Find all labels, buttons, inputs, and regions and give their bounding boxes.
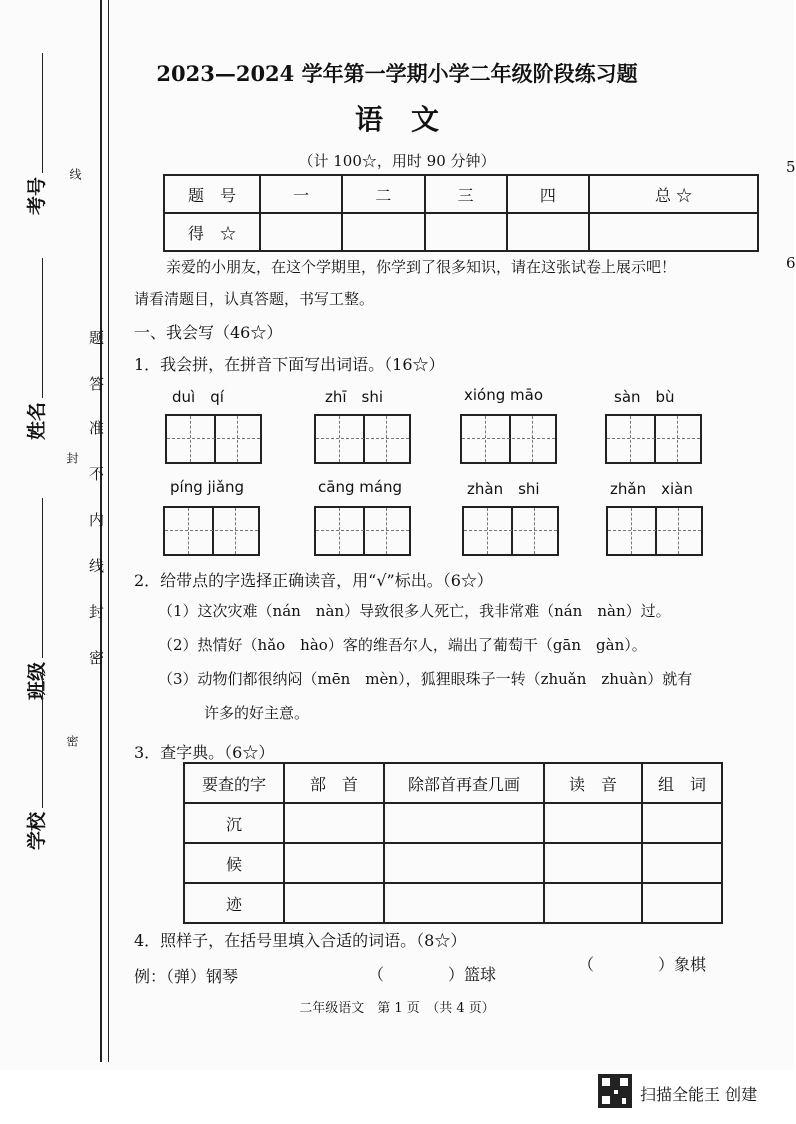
exam-number-field[interactable]: 考号 [22, 53, 49, 215]
dict-answer-cell[interactable] [284, 883, 384, 923]
score-table-header-row [164, 175, 758, 213]
question-1: 1．我会拼，在拼音下面写出词语。（16☆） [134, 355, 445, 374]
seal-text-5: 不 [87, 466, 105, 481]
dict-answer-cell[interactable] [544, 843, 642, 883]
score-header-cell: 二 [342, 175, 424, 213]
seal-text-7: 内 [87, 512, 105, 527]
pinyin-label: zhàn shi [467, 480, 540, 498]
dict-answer-cell[interactable] [384, 803, 544, 843]
score-table-score-row [164, 213, 758, 251]
q2-item-3[interactable]: （3）动物们都很纳闷（mēn mèn），狐狸眼珠子一转（zhuǎn zhuàn）就有 [158, 670, 693, 688]
q2-item-2[interactable]: （2）热情好（hǎo hào）客的维吾尔人，端出了葡萄干（gān gàn）。 [158, 636, 647, 654]
q2-item-3-continued: 许多的好主意。 [204, 704, 310, 722]
class-field[interactable]: 班级 [22, 498, 49, 700]
subject-title: 语文 [354, 103, 467, 136]
score-cell[interactable] [425, 213, 507, 251]
dict-header-cell: 要查的字 [184, 763, 284, 803]
seal-text-11: 密 [65, 735, 79, 747]
score-header-cell: 一 [260, 175, 342, 213]
seal-text-6: 封 [65, 452, 79, 464]
intro-line-2: 请看清题目，认真答题，书写工整。 [134, 290, 375, 308]
name-field[interactable]: 姓名 [22, 258, 49, 440]
q4-blank-1[interactable]: （ ）篮球 [368, 965, 497, 984]
seal-text-3: 答 [87, 376, 105, 391]
tianzige-box[interactable] [314, 414, 411, 464]
seal-text-9: 封 [87, 604, 105, 619]
dictionary-table [183, 762, 723, 924]
score-info: （计 100☆，用时 90 分钟） [298, 152, 496, 170]
dict-header-cell: 部 首 [284, 763, 384, 803]
dict-header-cell: 读 音 [544, 763, 642, 803]
score-cell[interactable] [260, 213, 342, 251]
dict-header-cell: 组 词 [642, 763, 722, 803]
tianzige-box[interactable] [163, 506, 260, 556]
dict-answer-cell[interactable] [642, 883, 722, 923]
question-2: 2．给带点的字选择正确读音，用“√”标出。（6☆） [134, 571, 493, 590]
seal-text-10: 密 [87, 650, 105, 665]
dict-char-cell: 迹 [184, 883, 284, 923]
score-header-cell: 总 ☆ [589, 175, 758, 213]
tianzige-box[interactable] [605, 414, 702, 464]
q4-example: 例：（弹）钢琴 [134, 967, 239, 986]
pinyin-label: sàn bù [614, 388, 675, 406]
seal-text-4: 准 [87, 420, 105, 435]
tianzige-box[interactable] [460, 414, 557, 464]
dict-answer-cell[interactable] [384, 883, 544, 923]
edge-mark-2: 6 [786, 254, 796, 272]
seal-text-8: 线 [87, 558, 105, 573]
edge-mark-1: 5 [786, 158, 796, 176]
score-row-label: 得 ☆ [164, 213, 260, 251]
pinyin-label: píng jiǎng [170, 478, 245, 496]
school-field[interactable]: 学校 [22, 668, 49, 850]
pinyin-label: xióng māo [464, 386, 543, 404]
dict-char-cell: 候 [184, 843, 284, 883]
qr-code-icon [598, 1074, 632, 1108]
dict-answer-cell[interactable] [284, 803, 384, 843]
dictionary-row [184, 843, 722, 883]
question-4: 4．照样子，在括号里填入合适的词语。（8☆） [134, 931, 467, 950]
page-footer: 二年级语文 第 1 页 （共 4 页） [299, 1001, 495, 1016]
score-cell[interactable] [342, 213, 424, 251]
dictionary-row [184, 883, 722, 923]
score-header-cell: 四 [507, 175, 589, 213]
tianzige-box[interactable] [165, 414, 262, 464]
dict-answer-cell[interactable] [544, 883, 642, 923]
intro-line-1: 亲爱的小朋友，在这个学期里，你学到了很多知识，请在这张试卷上展示吧！ [166, 258, 677, 276]
pinyin-label: duì qí [172, 388, 224, 406]
q2-item-1[interactable]: （1）这次灾难（nán nàn）导致很多人死亡，我非常难（nán nàn）过。 [158, 602, 671, 620]
pinyin-label: zhī shi [325, 388, 384, 406]
dict-answer-cell[interactable] [384, 843, 544, 883]
dictionary-row [184, 803, 722, 843]
pinyin-label: cāng máng [318, 478, 403, 496]
dict-char-cell: 沉 [184, 803, 284, 843]
dict-answer-cell[interactable] [284, 843, 384, 883]
scanner-watermark: 扫描全能王 创建 [640, 1085, 758, 1104]
pinyin-label: zhǎn xiàn [610, 480, 693, 498]
tianzige-box[interactable] [314, 506, 411, 556]
tianzige-box[interactable] [606, 506, 703, 556]
score-cell[interactable] [507, 213, 589, 251]
exam-title: 2023—2024 学年第一学期小学二年级阶段练习题 [156, 61, 638, 86]
question-3: 3．查字典。（6☆） [134, 743, 275, 762]
section-1-heading: 一、我会写（46☆） [134, 323, 283, 342]
score-header-cell: 题 号 [164, 175, 260, 213]
seal-text-2: 题 [87, 330, 105, 345]
dict-answer-cell[interactable] [642, 843, 722, 883]
dictionary-header-row [184, 763, 722, 803]
score-table [163, 174, 759, 252]
dict-header-cell: 除部首再查几画 [384, 763, 544, 803]
seal-text-1: 线 [68, 168, 82, 180]
dict-answer-cell[interactable] [544, 803, 642, 843]
q4-blank-2[interactable]: （ ）象棋 [578, 955, 707, 974]
tianzige-box[interactable] [462, 506, 559, 556]
score-header-cell: 三 [425, 175, 507, 213]
dict-answer-cell[interactable] [642, 803, 722, 843]
score-cell[interactable] [589, 213, 758, 251]
